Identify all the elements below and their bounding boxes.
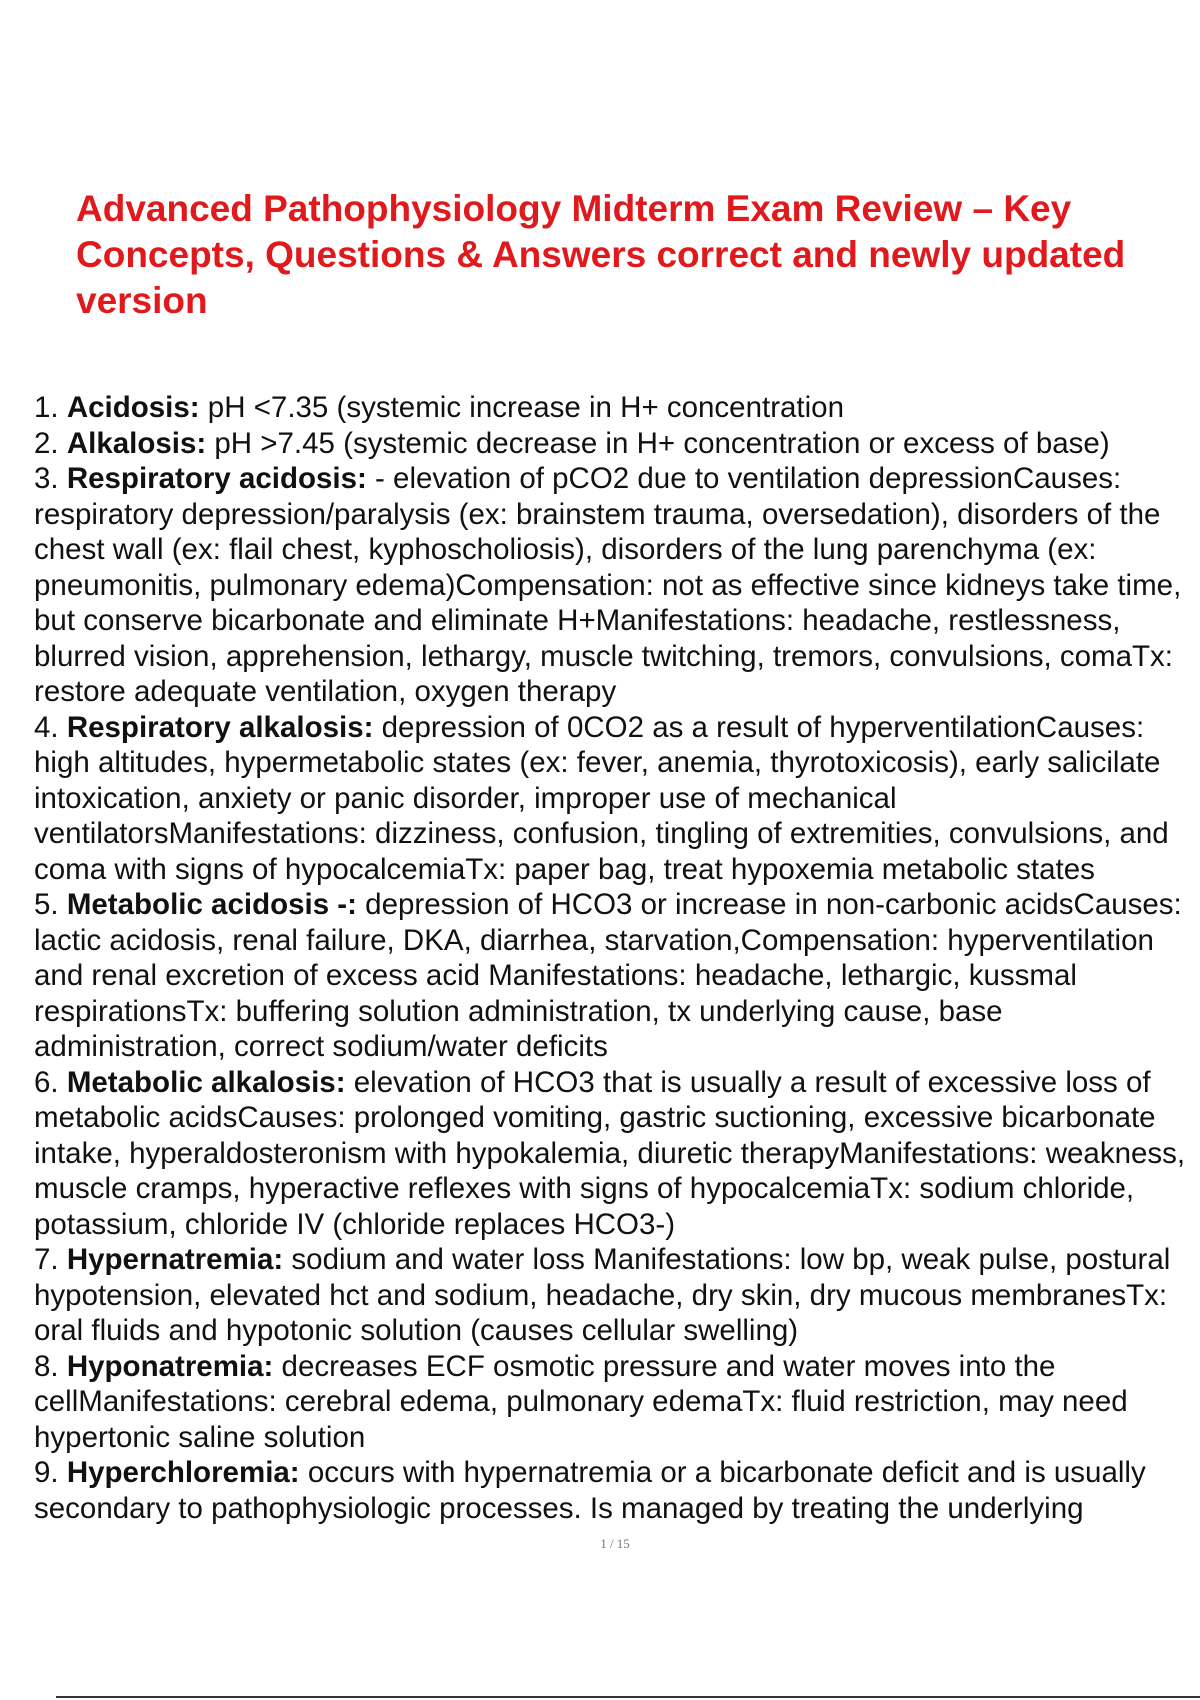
- page-number: 1 / 15: [600, 1536, 630, 1551]
- review-entry-list: [34, 390, 1200, 1526]
- entry-description: pH >7.45 (systemic decrease in H+ concentration or excess of base): [206, 426, 1110, 460]
- entry-term: Hyperchloremia:: [66, 1456, 300, 1489]
- bottom-divider: [56, 1696, 1200, 1698]
- entry-number: 6.: [34, 1065, 59, 1099]
- entry-number: 2.: [34, 426, 59, 460]
- entry-description: occurs with hypernatremia or a bicarbonate deficit and is usually secondary to pathophysiologic processes. Is managed by treating the underlying: [34, 1456, 1146, 1525]
- entry-term: Acidosis:: [66, 391, 200, 424]
- document-title: Advanced Pathophysiology Midterm Exam Review – Key Concepts, Questions & Answers correct and newly updated version: [76, 188, 1126, 321]
- entry-description: decreases ECF osmotic pressure and water moves into the cellManifestations: cerebral edema, pulmonary edemaTx: fluid restriction, may need hypertonic saline solution: [34, 1349, 1128, 1454]
- entry-number: 5.: [34, 888, 59, 921]
- entry-term: Alkalosis:: [66, 426, 207, 460]
- entry-number: 9.: [34, 1456, 59, 1489]
- review-entry-7: [34, 1242, 1200, 1349]
- entry-number: 7.: [34, 1243, 59, 1276]
- review-entry-2: [34, 426, 1200, 462]
- review-entry-3: [34, 461, 1200, 710]
- entry-term: Hyponatremia:: [66, 1349, 274, 1383]
- entry-description: - elevation of pCO2 due to ventilation depressionCauses: respiratory depression/paralysis (ex: brainstem trauma, oversedation), disorders of the chest wall (ex: flail chest, kyphoscholiosis), disorders of the lung parenchyma (ex: pneumonitis, pulmonary edema)Compensation: not as effective since kidneys take time, but conserve bicarbonate and eliminate H+Manifestations: headache, restlessness, blurred vision, apprehension, lethargy, muscle twitching, tremors, convulsions, comaTx: restore adequate ventilation, oxygen therapy: [34, 462, 1182, 708]
- review-entry-5: [34, 887, 1200, 1065]
- entry-description: elevation of HCO3 that is usually a result of excessive loss of metabolic acidsCauses: prolonged vomiting, gastric suctioning, excessive bicarbonate intake, hyperaldosteronism with hypokalemia, diuretic therapyManifestations: weakness, muscle cramps, hyperactive reflexes with signs of hypocalcemiaTx: sodium chloride, potassium, chloride IV (chloride replaces HCO3-): [34, 1065, 1186, 1241]
- entry-number: 3.: [34, 462, 59, 495]
- entry-description: depression of HCO3 or increase in non-carbonic acidsCauses: lactic acidosis, renal failure, DKA, diarrhea, starvation,Compensation: hyperventilation and renal excretion of excess acid Manifestations: headache, lethargic, kussmal respirationsTx: buffering solution administration, tx underlying cause, base administration, correct sodium/water deficits: [34, 888, 1182, 1063]
- entry-term: Respiratory acidosis:: [66, 462, 367, 495]
- entry-number: 4.: [34, 710, 59, 744]
- entry-number: 1.: [34, 391, 59, 424]
- review-entry-1: [34, 390, 1200, 426]
- entry-description: depression of 0CO2 as a result of hyperventilationCauses: high altitudes, hypermetabolic states (ex: fever, anemia, thyrotoxicosis), early salicilate intoxication, anxiety or panic disorder, improper use of mechanical ventilatorsManifestations: dizziness, confusion, tingling of extremities, convulsions, and coma with signs of hypocalcemiaTx: paper bag, treat hypoxemia metabolic states: [34, 710, 1169, 886]
- entry-term: Metabolic alkalosis:: [66, 1065, 346, 1099]
- review-entry-8: [34, 1349, 1200, 1456]
- entry-number: 8.: [34, 1349, 59, 1383]
- entry-description: sodium and water loss Manifestations: low bp, weak pulse, postural hypotension, elevated hct and sodium, headache, dry skin, dry mucous membranesTx: oral fluids and hypotonic solution (causes cellular swelling): [34, 1243, 1171, 1347]
- entry-term: Hypernatremia:: [66, 1243, 284, 1276]
- entry-term: Metabolic acidosis -:: [66, 888, 357, 921]
- entry-description: pH <7.35 (systemic increase in H+ concentration: [199, 391, 844, 424]
- review-entry-6: [34, 1065, 1200, 1243]
- review-entry-4: [34, 710, 1200, 888]
- review-entry-9: [34, 1455, 1200, 1526]
- entry-term: Respiratory alkalosis:: [66, 710, 374, 744]
